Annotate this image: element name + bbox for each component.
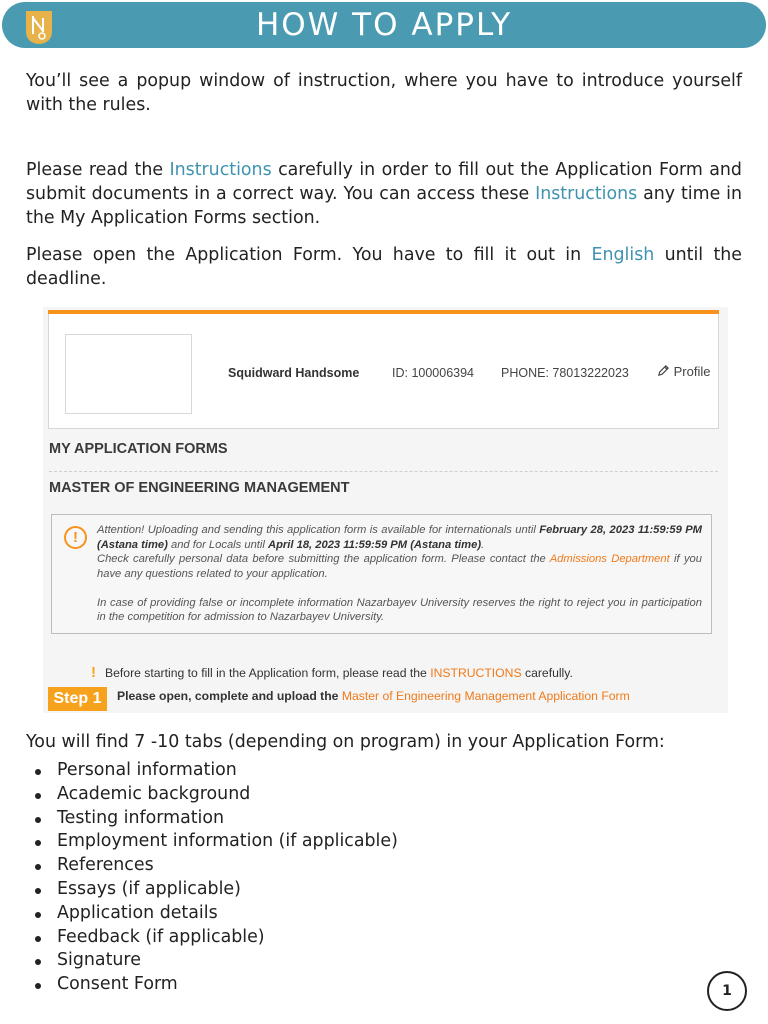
- list-item: Testing information: [31, 807, 398, 831]
- tabs-list: [31, 759, 398, 997]
- instructions-link[interactable]: INSTRUCTIONS: [430, 666, 522, 680]
- admissions-department-link[interactable]: Admissions Department: [549, 553, 670, 565]
- alert-text: Attention! Uploading and sending this application form is available for internationals until February 28, 2023 11:59:59 PM (Astana time) and for Locals until April 18, 2023 11:59:59 PM (Astana time). Check carefully personal data before submitting the application form. Please contact the Admissions Department if you have any questions related to your application. In case of providing false or incomplete information Nazarbayev University reserves the right to reject you in participation in the competition for admission to Nazarbayev University.: [97, 524, 702, 623]
- application-form-link[interactable]: Master of Engineering Management Application Form: [341, 689, 630, 703]
- program-heading: MASTER OF ENGINEERING MANAGEMENT: [49, 480, 350, 496]
- user-card: [48, 314, 719, 429]
- user-phone: PHONE: 78013222023: [501, 366, 629, 380]
- step-badge: Step 1: [48, 687, 107, 711]
- portal-screenshot: [43, 307, 728, 713]
- instructions-link[interactable]: Instructions: [169, 160, 272, 180]
- list-item: Employment information (if applicable): [31, 830, 398, 854]
- instructions-link[interactable]: Instructions: [535, 184, 638, 204]
- divider: [49, 471, 718, 472]
- intro-paragraph: You’ll see a popup window of instruction, where you have to introduce yourself with the rules.: [26, 71, 742, 115]
- application-form-paragraph: Please open the Application Form. You have to fill it out in English until the deadline.: [26, 245, 742, 289]
- list-item: Application details: [31, 902, 398, 926]
- list-item: Feedback (if applicable): [31, 926, 398, 950]
- instructions-note: ! Before starting to fill in the Application form, please read the INSTRUCTIONS carefully.: [91, 664, 573, 681]
- user-photo: [65, 334, 192, 414]
- pencil-icon: [657, 364, 670, 377]
- list-item: Consent Form: [31, 973, 398, 997]
- my-application-forms-heading: MY APPLICATION FORMS: [49, 441, 228, 457]
- list-item: References: [31, 854, 398, 878]
- user-name: Squidward Handsome: [228, 366, 360, 380]
- english-link[interactable]: English: [591, 245, 655, 265]
- list-item: Signature: [31, 949, 398, 973]
- list-item: Academic background: [31, 783, 398, 807]
- step-text: Please open, complete and upload the Master of Engineering Management Application Form: [117, 689, 630, 703]
- attention-alert: [51, 514, 712, 634]
- list-item: Personal information: [31, 759, 398, 783]
- profile-link[interactable]: Profile: [657, 364, 710, 379]
- page-number: 1: [707, 971, 747, 1011]
- user-id: ID: 100006394: [392, 366, 475, 380]
- page-title: HOW TO APPLY: [255, 7, 513, 43]
- page-header: [2, 2, 766, 48]
- tabs-intro: You will find 7 -10 tabs (depending on program) in your Application Form:: [26, 732, 665, 752]
- list-item: Essays (if applicable): [31, 878, 398, 902]
- warning-icon: !: [64, 526, 87, 549]
- exclamation-icon: !: [91, 664, 96, 681]
- instructions-paragraph: Please read the Instructions carefully in order to fill out the Application Form and submit documents in a correct way. You can access these Instructions any time in the My Application Forms section.: [26, 160, 743, 228]
